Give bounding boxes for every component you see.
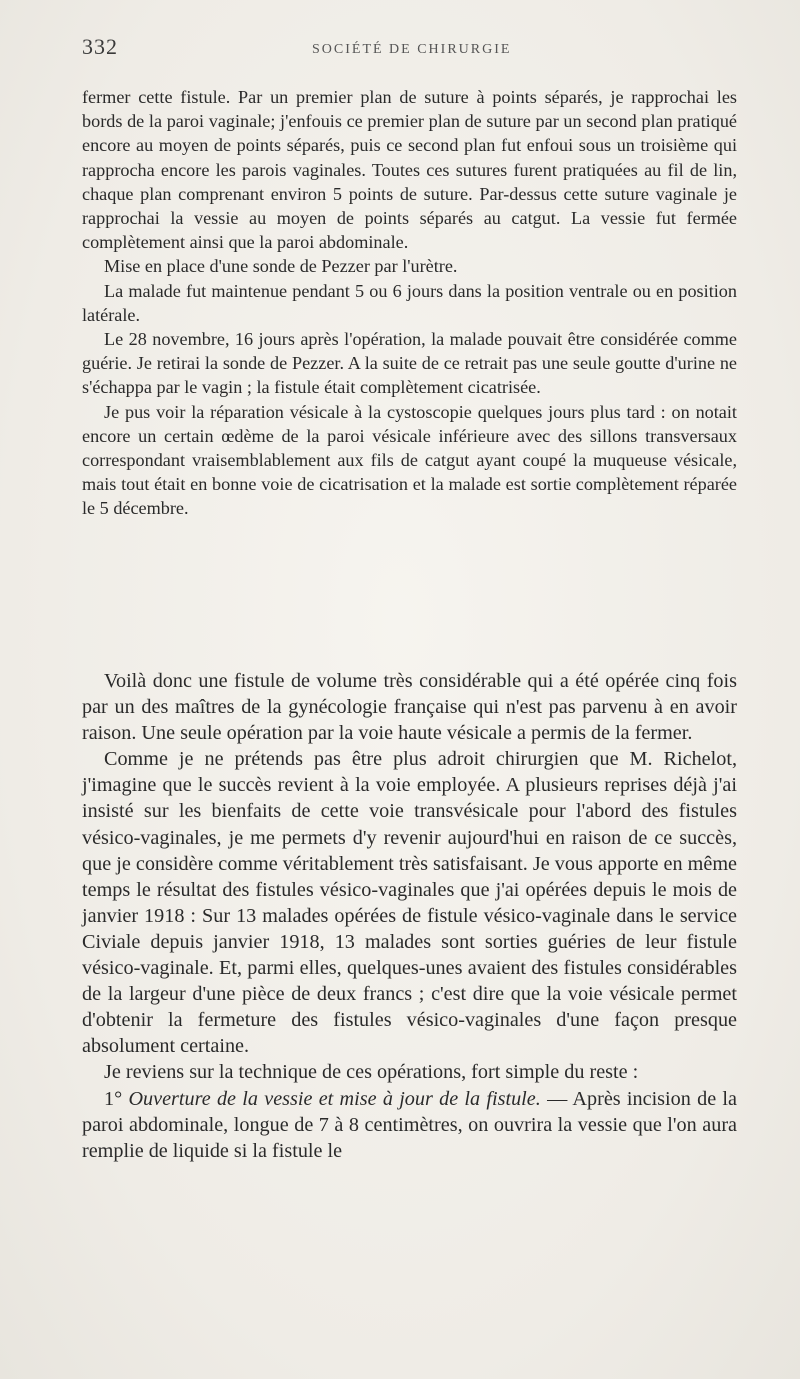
paragraph: Je pus voir la réparation vésicale à la cystoscopie quelques jours plus tard : on notait encore un certain œdème de la paroi vésicale inférieure avec des sillons transversaux correspondant vraisemblablement aux fils de catgut ayant coupé la muqueuse vésicale, mais tout était en bonne voie de cicatrisation et la malade est sortie complètement réparée le 5 décembre.: [82, 401, 737, 519]
running-title: SOCIÉTÉ DE CHIRURGIE: [312, 42, 512, 57]
paragraph: Mise en place d'une sonde de Pezzer par l'urètre.: [104, 256, 458, 277]
case-report-text: [82, 85, 737, 521]
discussion-text: [82, 668, 737, 1164]
step-heading: Ouverture de la vessie et mise à jour de la fistule.: [128, 1087, 541, 1110]
page-number: 332: [82, 34, 118, 59]
technique-step-1: [82, 1086, 737, 1164]
running-head: [82, 34, 742, 64]
step-number: 1°: [104, 1087, 123, 1110]
paragraph: fermer cette fistule. Par un premier plan de suture à points séparés, je rapprochai les bords de la paroi vaginale; j'enfouis ce premier plan de suture par un second plan pratiqué encore au moyen de points séparés, puis ce second plan fut enfoui sous un troisième qui rapprocha encore les parois vaginales. Toutes ces sutures furent pratiquées au fil de lin, chaque plan comprenant environ 5 points de suture. Par-dessus cette suture vaginale je rapprochai la vessie au moyen de points séparés au catgut. La vessie fut fermée complètement ainsi que la paroi abdominale.: [82, 87, 737, 253]
paragraph: La malade fut maintenue pendant 5 ou 6 jours dans la position ventrale ou en position latérale.: [82, 280, 737, 325]
paragraph: Voilà donc une fistule de volume très considérable qui a été opérée cinq fois par un des maîtres de la gynécologie française qui n'est pas parvenu à en avoir raison. Une seule opération par la voie haute vésicale a permis de la fermer.: [82, 670, 737, 745]
step-text: — Après incision de la paroi abdominale, longue de 7 à 8 centimètres, on ouvrira la vessie que l'on aura remplie de liquide si la fistule le: [82, 1087, 737, 1162]
paragraph: Comme je ne prétends pas être plus adroit chirurgien que M. Richelot, j'imagine que le succès revient à la voie employée. A plusieurs reprises déjà j'ai insisté sur les bienfaits de cette voie transvésicale pour l'abord des fistules vésico-vaginales, je me permets d'y revenir aujourd'hui en raison de ce succès, que je considère comme véritablement très satisfaisant. Je vous apporte en même temps le résultat des fistules vésico-vaginales que j'ai opérées depuis le mois de janvier 1918 : Sur 13 malades opérées de fistule vésico-vaginale dans le service Civiale depuis janvier 1918, 13 malades sont sorties guéries de leur fistule vésico-vaginale. Et, parmi elles, quelques-unes avaient des fistules considérables de la largeur d'une pièce de deux francs ; c'est dire que la voie vésicale permet d'obtenir la fermeture des fistules vésico-vaginales d'une façon presque absolument certaine.: [82, 748, 737, 1058]
paragraph: Le 28 novembre, 16 jours après l'opération, la malade pouvait être considérée comme guérie. Je retirai la sonde de Pezzer. A la suite de ce retrait pas une seule goutte d'urine ne s'échappa par le vagin ; la fistule était complètement cicatrisée.: [82, 329, 737, 398]
paragraph: Je reviens sur la technique de ces opérations, fort simple du reste :: [104, 1061, 639, 1084]
